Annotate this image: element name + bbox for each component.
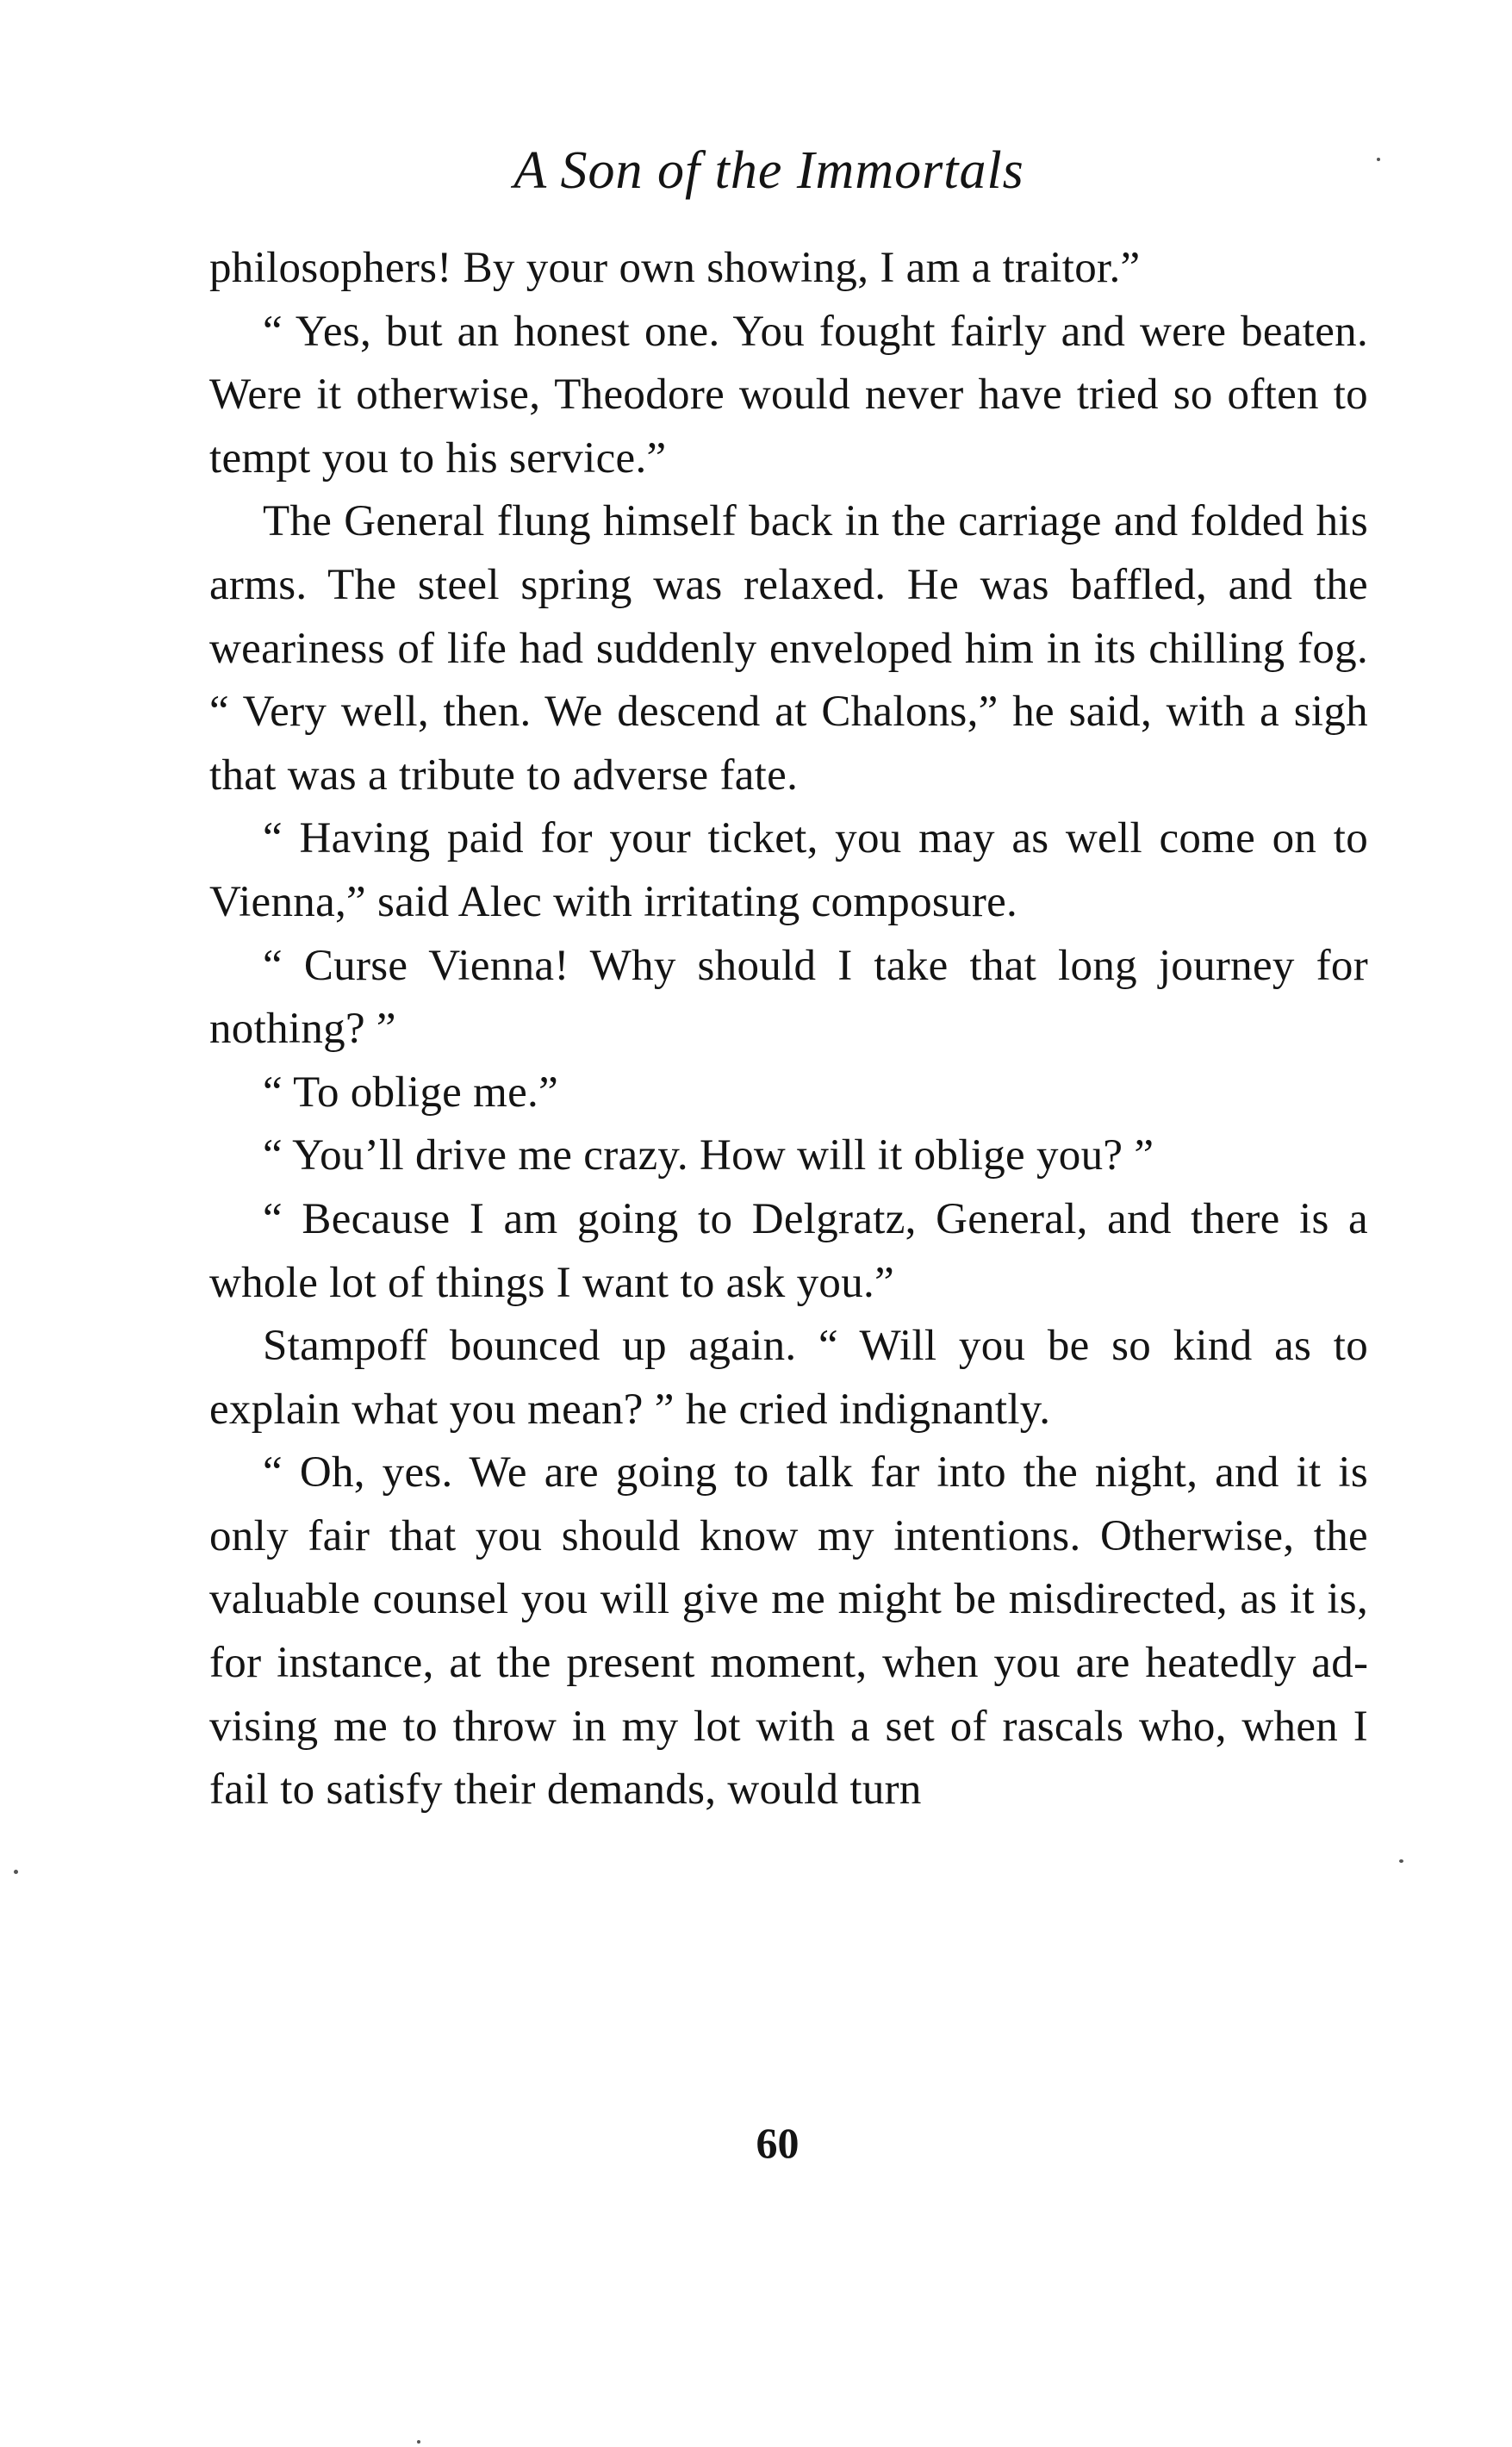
scan-speck: [1399, 1859, 1403, 1863]
scan-speck: [417, 2440, 420, 2444]
paragraph: “ Oh, yes. We are going to talk far into the night, and it is only fair that you should know my intentions. Otherwise, the valuable counsel you will give me might be misdirected, as it is, for instance, at the present moment, when you are heatedly advising me to throw in my lot with a set of rascals who, when I fail to satisfy their demands, would turn: [209, 1448, 1368, 1815]
paragraph: The General flung himself back in the carriage and folded his arms. The steel spring was relaxed. He was baffled, and the weariness of life had suddenly enveloped him in its chilling fog. “ Very well, then. We descend at Chalons,” he said, with a sigh that was a tribute to adverse fate.: [209, 497, 1368, 800]
paragraph: Stampoff bounced up again. “ Will you be so kind as to explain what you mean? ” he cried indignantly.: [209, 1322, 1368, 1434]
paragraph: “ To oblige me.”: [263, 1068, 559, 1117]
running-head: A Son of the Immortals: [513, 141, 1024, 200]
scan-speck: [1377, 158, 1380, 161]
body-text: [209, 237, 1368, 1822]
paragraph: philosophers! By your own showing, I am a traitor.”: [209, 244, 1141, 292]
paragraph: “ Yes, but an honest one. You fought fairly and were beaten. Were it otherwise, Theodore would never have tried so often to tempt you to his service.”: [209, 307, 1368, 483]
paragraph: “ Because I am going to Delgratz, General, and there is a whole lot of things I want to ask you.”: [209, 1194, 1368, 1307]
page-number: 60: [756, 2119, 800, 2167]
scan-speck: [14, 1870, 18, 1874]
paragraph: “ Curse Vienna! Why should I take that long journey for nothing? ”: [209, 941, 1368, 1054]
paragraph: “ You’ll drive me crazy. How will it oblige you? ”: [263, 1131, 1154, 1180]
paragraph: “ Having paid for your ticket, you may as well come on to Vienna,” said Alec with irritating composure.: [209, 814, 1368, 926]
